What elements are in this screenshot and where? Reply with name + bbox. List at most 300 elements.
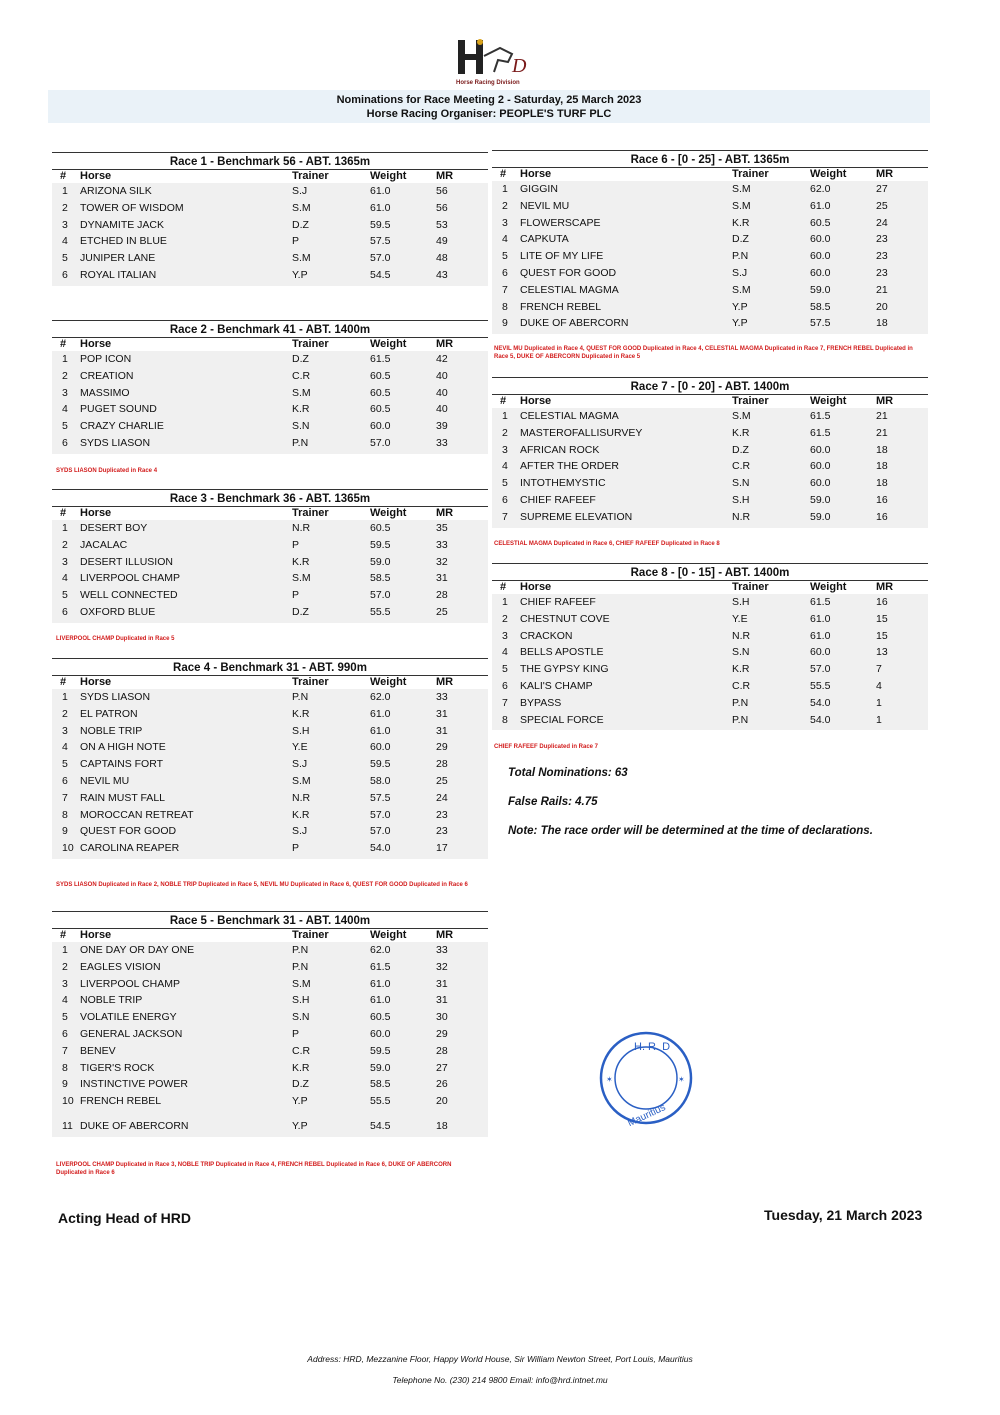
column-header-weight: Weight (810, 168, 847, 180)
cell-trainer: K.R (292, 808, 310, 821)
cell-mr: 29 (436, 741, 448, 754)
cell-horse: THE GYPSY KING (520, 663, 609, 676)
cell-num: 10 (62, 1095, 74, 1108)
cell-weight: 59.0 (370, 1061, 391, 1074)
table-row (52, 723, 488, 740)
cell-weight: 57.5 (810, 317, 831, 330)
table-row (492, 299, 928, 316)
column-header-horse: Horse (520, 168, 552, 180)
cell-weight: 54.0 (370, 842, 391, 855)
table-row (52, 773, 488, 790)
cell-mr: 31 (436, 994, 448, 1007)
table-row (492, 181, 928, 198)
cell-horse: DUKE OF ABERCORN (80, 1119, 189, 1132)
cell-num: 3 (502, 629, 508, 642)
cell-horse: CELESTIAL MAGMA (520, 410, 619, 422)
cell-num: 5 (502, 477, 508, 490)
column-header-num: # (60, 338, 67, 350)
table-row (52, 689, 488, 706)
cell-trainer: P.N (732, 713, 749, 726)
table-row (492, 198, 928, 215)
cell-num: 1 (62, 353, 68, 365)
cell-mr: 23 (876, 266, 888, 279)
table-row (52, 992, 488, 1009)
cell-horse: EL PATRON (80, 707, 138, 720)
cell-weight: 60.5 (370, 386, 391, 399)
cell-trainer: K.R (292, 555, 310, 568)
table-row (52, 840, 488, 857)
cell-mr: 7 (876, 663, 882, 676)
table-row (52, 200, 488, 217)
cell-num: 1 (502, 183, 508, 195)
cell-horse: LIVERPOOL CHAMP (80, 572, 180, 585)
table-row (52, 183, 488, 200)
cell-horse: QUEST FOR GOOD (80, 825, 177, 838)
cell-horse: MASTEROFALLISURVEY (520, 426, 643, 439)
table-row (492, 492, 928, 509)
cell-weight: 60.5 (810, 216, 831, 229)
cell-weight: 61.5 (370, 353, 391, 365)
column-header-num: # (500, 395, 507, 407)
cell-mr: 1 (876, 696, 882, 709)
table-row (52, 435, 488, 452)
cell-mr: 16 (876, 596, 888, 608)
race-6-table (492, 150, 928, 334)
cell-weight: 61.0 (370, 724, 391, 737)
cell-weight: 61.0 (370, 201, 391, 214)
cell-weight: 60.0 (810, 646, 831, 659)
cell-weight: 61.5 (810, 410, 831, 422)
cell-horse: GIGGIN (520, 183, 558, 195)
cell-trainer: K.R (732, 663, 750, 676)
cell-num: 4 (62, 403, 68, 416)
document-date: Tuesday, 21 March 2023 (764, 1207, 923, 1223)
cell-mr: 40 (436, 369, 448, 382)
cell-horse: ONE DAY OR DAY ONE (80, 944, 195, 956)
cell-weight: 59.5 (370, 1044, 391, 1057)
cell-trainer: P.N (292, 944, 309, 956)
cell-weight: 61.0 (370, 707, 391, 720)
cell-horse: BELLS APOSTLE (520, 646, 604, 659)
cell-horse: ROYAL ITALIAN (80, 268, 157, 281)
table-row (492, 265, 928, 282)
column-header-mr: MR (436, 338, 454, 350)
column-header-num: # (60, 507, 67, 519)
cell-num: 7 (62, 791, 68, 804)
table-row (52, 401, 488, 418)
cell-num: 4 (502, 233, 508, 246)
cell-horse: SPECIAL FORCE (520, 713, 604, 726)
cell-num: 6 (502, 266, 508, 279)
cell-num: 7 (62, 1044, 68, 1057)
table-row (492, 475, 928, 492)
cell-mr: 4 (876, 679, 882, 692)
table-row (492, 282, 928, 299)
cell-num: 1 (62, 522, 68, 534)
cell-mr: 31 (436, 707, 448, 720)
cell-trainer: P (292, 589, 300, 602)
stamp-bottom-text: Mauritius (626, 1102, 668, 1126)
table-row (52, 942, 488, 959)
cell-weight: 57.0 (370, 825, 391, 838)
cell-horse: LIVERPOOL CHAMP (80, 977, 180, 990)
cell-trainer: Y.E (292, 741, 308, 754)
race-title: Race 4 - Benchmark 31 - ABT. 990m (52, 658, 488, 675)
column-header-horse: Horse (80, 338, 112, 350)
column-header-weight: Weight (810, 581, 847, 593)
cell-trainer: S.J (292, 758, 308, 771)
cell-trainer: K.R (292, 707, 310, 720)
cell-horse: TOWER OF WISDOM (80, 201, 184, 214)
cell-trainer: Y.P (292, 1119, 308, 1132)
table-row (492, 628, 928, 645)
cell-mr: 31 (436, 724, 448, 737)
cell-num: 4 (62, 741, 68, 754)
column-header-mr: MR (876, 168, 894, 180)
column-header-trainer: Trainer (732, 395, 769, 407)
table-header (492, 394, 928, 408)
cell-mr: 27 (436, 1061, 448, 1074)
cell-weight: 60.0 (810, 250, 831, 263)
cell-mr: 30 (436, 1011, 448, 1024)
footer-contact: Telephone No. (230) 214 9800 Email: info@hrd.intnet.mu (392, 1375, 608, 1385)
cell-horse: DESERT ILLUSION (80, 555, 173, 568)
race-title: Race 5 - Benchmark 31 - ABT. 1400m (52, 911, 488, 928)
table-row (492, 442, 928, 459)
table-row (492, 661, 928, 678)
cell-trainer: P.N (292, 436, 309, 449)
table-row (52, 706, 488, 723)
cell-horse: TIGER'S ROCK (80, 1061, 155, 1074)
cell-horse: CHESTNUT COVE (520, 612, 610, 625)
cell-weight: 61.0 (810, 629, 831, 642)
cell-weight: 61.0 (370, 185, 391, 197)
cell-num: 3 (502, 216, 508, 229)
cell-trainer: S.N (732, 477, 750, 490)
cell-trainer: P (292, 538, 300, 551)
race-body (52, 337, 488, 454)
cell-num: 6 (502, 679, 508, 692)
cell-weight: 60.0 (810, 460, 831, 473)
cell-mr: 17 (436, 842, 448, 855)
cell-weight: 57.5 (370, 791, 391, 804)
cell-horse: ETCHED IN BLUE (80, 235, 167, 248)
cell-trainer: S.M (732, 283, 751, 296)
cell-num: 1 (502, 410, 508, 422)
cell-trainer: S.J (732, 266, 748, 279)
race-7-duplicate-note: CELESTIAL MAGMA Duplicated in Race 6, CHIEF RAFEEF Duplicated in Race 8 (494, 541, 720, 547)
cell-weight: 62.0 (370, 944, 391, 956)
cell-horse: LITE OF MY LIFE (520, 250, 604, 263)
cell-horse: GENERAL JACKSON (80, 1027, 183, 1040)
cell-weight: 60.0 (370, 420, 391, 433)
race-5-duplicate-note: LIVERPOOL CHAMP Duplicated in Race 3, NOBLE TRIP Duplicated in Race 4, FRENCH REBEL Duplicated in Race 6, DUKE OF ABERCORN Duplicated in Race 6 (56, 1162, 452, 1176)
race-7-table (492, 377, 928, 528)
table-row (52, 1093, 488, 1110)
cell-weight: 60.5 (370, 1011, 391, 1024)
cell-horse: AFRICAN ROCK (520, 443, 600, 456)
table-row (52, 1026, 488, 1043)
table-row (492, 594, 928, 611)
cell-horse: DYNAMITE JACK (80, 218, 165, 231)
cell-mr: 24 (876, 216, 888, 229)
cell-num: 5 (62, 252, 68, 265)
cell-horse: POP ICON (80, 353, 132, 365)
cell-num: 6 (62, 268, 68, 281)
cell-horse: MASSIMO (80, 386, 130, 399)
cell-weight: 55.5 (370, 1095, 391, 1108)
cell-trainer: Y.E (732, 612, 748, 625)
cell-trainer: N.R (292, 522, 311, 534)
column-header-trainer: Trainer (292, 676, 329, 688)
cell-weight: 57.5 (370, 235, 391, 248)
cell-trainer: S.N (292, 1011, 310, 1024)
false-rails: False Rails: 4.75 (508, 796, 598, 808)
cell-trainer: C.R (732, 679, 751, 692)
cell-mr: 40 (436, 403, 448, 416)
cell-weight: 60.0 (810, 477, 831, 490)
cell-weight: 59.5 (370, 538, 391, 551)
cell-num: 2 (62, 369, 68, 382)
cell-mr: 1 (876, 713, 882, 726)
cell-mr: 16 (876, 493, 888, 506)
cell-horse: FRENCH REBEL (520, 300, 602, 313)
cell-trainer: S.N (732, 646, 750, 659)
cell-weight: 61.5 (370, 960, 391, 973)
cell-mr: 18 (876, 477, 888, 490)
cell-num: 9 (62, 825, 68, 838)
race-title: Race 3 - Benchmark 36 - ABT. 1365m (52, 489, 488, 506)
cell-num: 1 (502, 596, 508, 608)
cell-mr: 28 (436, 589, 448, 602)
cell-num: 2 (62, 707, 68, 720)
cell-trainer: S.H (732, 596, 750, 608)
cell-trainer: S.H (732, 493, 750, 506)
cell-weight: 58.5 (370, 572, 391, 585)
cell-mr: 21 (876, 283, 888, 296)
cell-trainer: P.N (732, 696, 749, 709)
cell-weight: 62.0 (370, 691, 391, 703)
cell-trainer: D.Z (292, 218, 309, 231)
cell-mr: 53 (436, 218, 448, 231)
svg-text:D: D (512, 55, 527, 77)
cell-mr: 25 (876, 199, 888, 212)
cell-horse: CRAZY CHARLIE (80, 420, 164, 433)
cell-mr: 35 (436, 522, 448, 534)
column-header-trainer: Trainer (292, 929, 329, 941)
cell-horse: CHIEF RAFEEF (520, 596, 596, 608)
column-header-weight: Weight (370, 507, 407, 519)
cell-horse: AFTER THE ORDER (520, 460, 619, 473)
table-row (52, 604, 488, 621)
cell-weight: 59.5 (370, 218, 391, 231)
cell-num: 8 (62, 808, 68, 821)
column-header-num: # (500, 168, 507, 180)
cell-num: 10 (62, 842, 74, 855)
cell-weight: 62.0 (810, 183, 831, 195)
cell-horse: FLOWERSCAPE (520, 216, 601, 229)
race-body (492, 167, 928, 334)
cell-mr: 18 (436, 1119, 448, 1132)
table-row (52, 267, 488, 284)
cell-num: 1 (62, 944, 68, 956)
cell-horse: VOLATILE ENERGY (80, 1011, 177, 1024)
cell-num: 7 (502, 696, 508, 709)
cell-trainer: D.Z (292, 605, 309, 618)
table-row (52, 587, 488, 604)
cell-mr: 15 (876, 612, 888, 625)
cell-weight: 60.0 (370, 1027, 391, 1040)
cell-mr: 25 (436, 605, 448, 618)
column-header-mr: MR (436, 676, 454, 688)
race-body (52, 675, 488, 859)
table-row (492, 315, 928, 332)
cell-num: 3 (502, 443, 508, 456)
cell-weight: 59.5 (370, 758, 391, 771)
cell-mr: 28 (436, 1044, 448, 1057)
cell-horse: SYDS LIASON (80, 436, 151, 449)
cell-weight: 59.0 (810, 493, 831, 506)
table-row (492, 712, 928, 729)
cell-num: 7 (502, 510, 508, 523)
table-header (492, 580, 928, 594)
column-header-horse: Horse (80, 170, 112, 182)
cell-trainer: D.Z (292, 1078, 309, 1091)
race-2-duplicate-note: SYDS LIASON Duplicated in Race 4 (56, 468, 158, 474)
table-header (492, 167, 928, 181)
organiser-line: Horse Racing Organiser: PEOPLE'S TURF PLC (366, 108, 612, 120)
hrd-logo (450, 36, 550, 90)
cell-weight: 60.5 (370, 369, 391, 382)
race-title: Race 1 - Benchmark 56 - ABT. 1365m (52, 152, 488, 169)
cell-trainer: C.R (292, 369, 311, 382)
cell-mr: 23 (436, 825, 448, 838)
total-nominations: Total Nominations: 63 (508, 767, 628, 779)
cell-mr: 31 (436, 572, 448, 585)
cell-trainer: Y.P (732, 300, 748, 313)
cell-horse: RAIN MUST FALL (80, 791, 165, 804)
table-row (492, 458, 928, 475)
cell-horse: EAGLES VISION (80, 960, 161, 973)
cell-horse: MOROCCAN RETREAT (80, 808, 194, 821)
cell-horse: WELL CONNECTED (80, 589, 178, 602)
cell-trainer: D.Z (292, 353, 309, 365)
cell-num: 5 (62, 589, 68, 602)
cell-num: 3 (62, 724, 68, 737)
cell-mr: 49 (436, 235, 448, 248)
cell-num: 6 (502, 493, 508, 506)
column-header-mr: MR (876, 395, 894, 407)
cell-horse: NEVIL MU (520, 199, 570, 212)
cell-weight: 55.5 (810, 679, 831, 692)
cell-num: 1 (62, 185, 68, 197)
race-6-duplicate-note: NEVIL MU Duplicated in Race 4, QUEST FOR GOOD Duplicated in Race 4, CELESTIAL MAGMA Duplicated in Race 7, FRENCH REBEL Duplicated in Race 5, DUKE OF ABERCORN Duplicated in Race 5 (494, 346, 913, 360)
column-header-weight: Weight (370, 929, 407, 941)
cell-trainer: D.Z (732, 233, 749, 246)
cell-horse: SUPREME ELEVATION (520, 510, 633, 523)
cell-weight: 57.0 (370, 436, 391, 449)
table-row (52, 250, 488, 267)
table-row (492, 644, 928, 661)
document-header (48, 90, 930, 123)
cell-horse: SYDS LIASON (80, 691, 151, 703)
cell-trainer: Y.P (292, 1095, 308, 1108)
column-header-horse: Horse (80, 507, 112, 519)
cell-trainer: S.H (292, 724, 310, 737)
cell-horse: PUGET SOUND (80, 403, 157, 416)
cell-weight: 61.5 (810, 596, 831, 608)
cell-mr: 56 (436, 201, 448, 214)
cell-horse: CAPKUTA (520, 233, 569, 246)
cell-trainer: D.Z (732, 443, 749, 456)
cell-trainer: N.R (732, 629, 751, 642)
cell-trainer: P (292, 842, 300, 855)
cell-weight: 59.0 (810, 283, 831, 296)
cell-trainer: S.M (292, 977, 311, 990)
column-header-trainer: Trainer (732, 168, 769, 180)
cell-num: 3 (62, 555, 68, 568)
cell-horse: CREATION (80, 369, 134, 382)
table-row (492, 408, 928, 425)
table-row (492, 509, 928, 526)
cell-horse: JUNIPER LANE (80, 252, 156, 265)
cell-num: 9 (502, 317, 508, 330)
race-title: Race 8 - [0 - 15] - ABT. 1400m (492, 563, 928, 580)
table-row (52, 520, 488, 537)
cell-num: 6 (62, 1027, 68, 1040)
stamp-top-text: H. R. D (634, 1041, 671, 1053)
cell-horse: CELESTIAL MAGMA (520, 283, 619, 296)
cell-num: 3 (62, 218, 68, 231)
column-header-horse: Horse (520, 581, 552, 593)
cell-mr: 20 (876, 300, 888, 313)
cell-trainer: N.R (292, 791, 311, 804)
cell-trainer: P.N (292, 960, 309, 973)
cell-weight: 54.0 (810, 713, 831, 726)
race-4-table (52, 658, 488, 859)
cell-num: 4 (62, 572, 68, 585)
column-header-num: # (500, 581, 507, 593)
cell-horse: JACALAC (80, 538, 128, 551)
cell-num: 9 (62, 1078, 68, 1091)
cell-mr: 32 (436, 555, 448, 568)
cell-trainer: N.R (732, 510, 751, 523)
cell-mr: 31 (436, 977, 448, 990)
cell-weight: 54.0 (810, 696, 831, 709)
cell-mr: 33 (436, 436, 448, 449)
cell-trainer: S.M (292, 252, 311, 265)
cell-trainer: K.R (732, 216, 750, 229)
column-header-trainer: Trainer (292, 338, 329, 350)
cell-weight: 54.5 (370, 268, 391, 281)
cell-mr: 15 (876, 629, 888, 642)
cell-mr: 33 (436, 691, 448, 703)
cell-num: 7 (502, 283, 508, 296)
table-row (52, 217, 488, 234)
cell-trainer: P.N (292, 691, 309, 703)
cell-mr: 23 (876, 233, 888, 246)
cell-weight: 61.0 (810, 199, 831, 212)
cell-mr: 16 (876, 510, 888, 523)
column-header-num: # (60, 170, 67, 182)
cell-num: 3 (62, 386, 68, 399)
cell-mr: 20 (436, 1095, 448, 1108)
table-row (492, 215, 928, 232)
cell-mr: 21 (876, 426, 888, 439)
table-row (52, 418, 488, 435)
cell-trainer: S.J (292, 185, 308, 197)
cell-trainer: S.M (732, 183, 751, 195)
